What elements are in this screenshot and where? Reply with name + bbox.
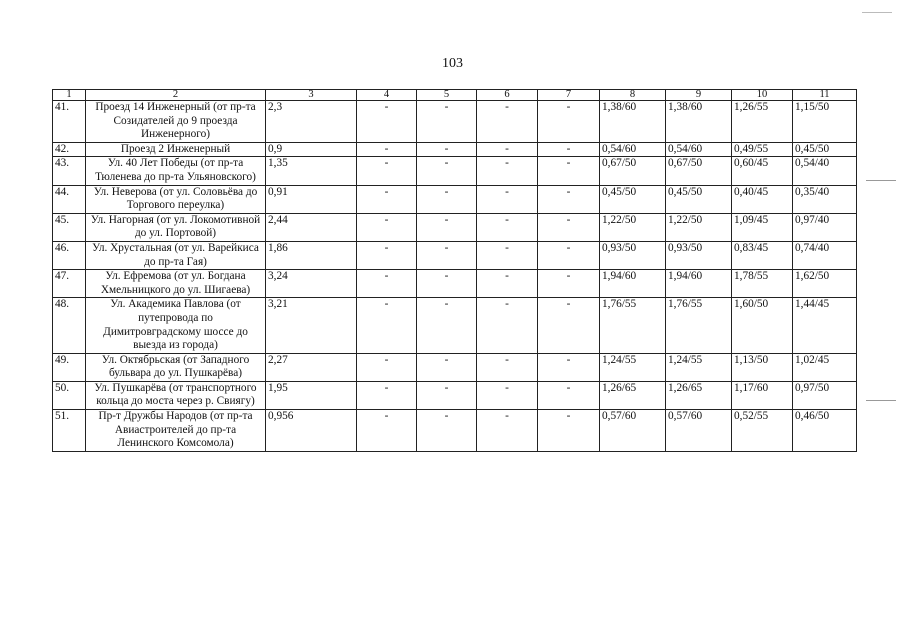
table-row (53, 270, 857, 298)
col8-cell: 0,45/50 (600, 185, 666, 213)
length-cell: 2,44 (266, 213, 357, 241)
col6-cell: - (477, 241, 538, 269)
row-number: 43. (53, 157, 86, 185)
scan-mark (866, 400, 896, 401)
col-header-8: 8 (600, 90, 666, 101)
col-header-5: 5 (417, 90, 477, 101)
col-header-3: 3 (266, 90, 357, 101)
col5-cell: - (417, 142, 477, 157)
table-row (53, 241, 857, 269)
table-row (53, 410, 857, 452)
col11-cell: 1,44/45 (793, 298, 857, 353)
street-name: Ул. Академика Павлова (от путепровода по Димитровградскому шоссе до выезда из города) (86, 298, 266, 353)
col4-cell: - (357, 185, 417, 213)
col5-cell: - (417, 157, 477, 185)
col4-cell: - (357, 381, 417, 409)
length-cell: 2,27 (266, 353, 357, 381)
col4-cell: - (357, 213, 417, 241)
col11-cell: 0,45/50 (793, 142, 857, 157)
col9-cell: 1,26/65 (666, 381, 732, 409)
col-header-1: 1 (53, 90, 86, 101)
header-row (53, 90, 857, 101)
col7-cell: - (538, 410, 600, 452)
length-cell: 0,91 (266, 185, 357, 213)
col8-cell: 0,54/60 (600, 142, 666, 157)
street-name: Ул. Неверова (от ул. Соловьёва до Торгового переулка) (86, 185, 266, 213)
table-row (53, 185, 857, 213)
col11-cell: 1,02/45 (793, 353, 857, 381)
col4-cell: - (357, 298, 417, 353)
table-row (53, 157, 857, 185)
col8-cell: 1,22/50 (600, 213, 666, 241)
col5-cell: - (417, 410, 477, 452)
col6-cell: - (477, 410, 538, 452)
col11-cell: 0,97/40 (793, 213, 857, 241)
row-number: 50. (53, 381, 86, 409)
col6-cell: - (477, 298, 538, 353)
col7-cell: - (538, 241, 600, 269)
col10-cell: 0,40/45 (732, 185, 793, 213)
row-number: 51. (53, 410, 86, 452)
scan-mark (866, 180, 896, 181)
col4-cell: - (357, 241, 417, 269)
length-cell: 2,3 (266, 101, 357, 143)
col10-cell: 1,26/55 (732, 101, 793, 143)
col5-cell: - (417, 353, 477, 381)
col11-cell: 1,62/50 (793, 270, 857, 298)
length-cell: 1,35 (266, 157, 357, 185)
table-row (53, 101, 857, 143)
table-row (53, 142, 857, 157)
col11-cell: 0,46/50 (793, 410, 857, 452)
col4-cell: - (357, 353, 417, 381)
street-name: Ул. 40 Лет Победы (от пр-та Тюленева до пр-та Ульяновского) (86, 157, 266, 185)
page-number: 103 (442, 56, 463, 71)
col4-cell: - (357, 270, 417, 298)
col8-cell: 1,26/65 (600, 381, 666, 409)
col9-cell: 0,67/50 (666, 157, 732, 185)
col-header-4: 4 (357, 90, 417, 101)
row-number: 41. (53, 101, 86, 143)
col6-cell: - (477, 142, 538, 157)
col11-cell: 0,97/50 (793, 381, 857, 409)
col8-cell: 1,94/60 (600, 270, 666, 298)
col9-cell: 1,22/50 (666, 213, 732, 241)
col4-cell: - (357, 101, 417, 143)
col-header-10: 10 (732, 90, 793, 101)
col5-cell: - (417, 213, 477, 241)
row-number: 42. (53, 142, 86, 157)
col10-cell: 1,09/45 (732, 213, 793, 241)
table-row (53, 298, 857, 353)
scan-mark (862, 12, 892, 13)
col7-cell: - (538, 353, 600, 381)
row-number: 44. (53, 185, 86, 213)
col7-cell: - (538, 142, 600, 157)
col6-cell: - (477, 353, 538, 381)
col5-cell: - (417, 381, 477, 409)
col8-cell: 0,93/50 (600, 241, 666, 269)
col4-cell: - (357, 410, 417, 452)
street-name: Ул. Октябрьская (от Западного бульвара до ул. Пушкарёва) (86, 353, 266, 381)
col6-cell: - (477, 157, 538, 185)
col11-cell: 0,35/40 (793, 185, 857, 213)
col7-cell: - (538, 298, 600, 353)
col10-cell: 0,60/45 (732, 157, 793, 185)
col4-cell: - (357, 157, 417, 185)
street-name: Ул. Ефремова (от ул. Богдана Хмельницкого до ул. Шигаева) (86, 270, 266, 298)
col8-cell: 0,67/50 (600, 157, 666, 185)
col6-cell: - (477, 101, 538, 143)
col6-cell: - (477, 270, 538, 298)
col9-cell: 1,38/60 (666, 101, 732, 143)
col11-cell: 1,15/50 (793, 101, 857, 143)
length-cell: 3,21 (266, 298, 357, 353)
col9-cell: 1,76/55 (666, 298, 732, 353)
length-cell: 1,86 (266, 241, 357, 269)
col7-cell: - (538, 213, 600, 241)
col8-cell: 1,76/55 (600, 298, 666, 353)
col9-cell: 1,24/55 (666, 353, 732, 381)
col-header-9: 9 (666, 90, 732, 101)
col10-cell: 0,83/45 (732, 241, 793, 269)
street-name: Проезд 2 Инженерный (86, 142, 266, 157)
col5-cell: - (417, 270, 477, 298)
length-cell: 3,24 (266, 270, 357, 298)
length-cell: 0,9 (266, 142, 357, 157)
col10-cell: 1,78/55 (732, 270, 793, 298)
col7-cell: - (538, 157, 600, 185)
data-table (52, 89, 857, 452)
col9-cell: 0,57/60 (666, 410, 732, 452)
col11-cell: 0,54/40 (793, 157, 857, 185)
col9-cell: 1,94/60 (666, 270, 732, 298)
col7-cell: - (538, 270, 600, 298)
col8-cell: 1,24/55 (600, 353, 666, 381)
col7-cell: - (538, 185, 600, 213)
col9-cell: 0,45/50 (666, 185, 732, 213)
col-header-6: 6 (477, 90, 538, 101)
length-cell: 0,956 (266, 410, 357, 452)
col-header-7: 7 (538, 90, 600, 101)
row-number: 45. (53, 213, 86, 241)
col5-cell: - (417, 101, 477, 143)
row-number: 46. (53, 241, 86, 269)
col10-cell: 1,13/50 (732, 353, 793, 381)
col6-cell: - (477, 185, 538, 213)
col10-cell: 0,49/55 (732, 142, 793, 157)
row-number: 48. (53, 298, 86, 353)
col5-cell: - (417, 241, 477, 269)
col-header-11: 11 (793, 90, 857, 101)
street-name: Ул. Хрустальная (от ул. Варейкиса до пр-та Гая) (86, 241, 266, 269)
row-number: 47. (53, 270, 86, 298)
col5-cell: - (417, 185, 477, 213)
col9-cell: 0,54/60 (666, 142, 732, 157)
col11-cell: 0,74/40 (793, 241, 857, 269)
col10-cell: 1,60/50 (732, 298, 793, 353)
street-name: Ул. Пушкарёва (от транспортного кольца до моста через р. Свиягу) (86, 381, 266, 409)
street-name: Проезд 14 Инженерный (от пр-та Созидателей до 9 проезда Инженерного) (86, 101, 266, 143)
street-name: Ул. Нагорная (от ул. Локомотивной до ул. Портовой) (86, 213, 266, 241)
col7-cell: - (538, 101, 600, 143)
col8-cell: 0,57/60 (600, 410, 666, 452)
street-name: Пр-т Дружбы Народов (от пр-та Авиастроителей до пр-та Ленинского Комсомола) (86, 410, 266, 452)
col10-cell: 1,17/60 (732, 381, 793, 409)
table-row (53, 353, 857, 381)
col4-cell: - (357, 142, 417, 157)
length-cell: 1,95 (266, 381, 357, 409)
col-header-2: 2 (86, 90, 266, 101)
col7-cell: - (538, 381, 600, 409)
row-number: 49. (53, 353, 86, 381)
col8-cell: 1,38/60 (600, 101, 666, 143)
col6-cell: - (477, 381, 538, 409)
col10-cell: 0,52/55 (732, 410, 793, 452)
table-row (53, 381, 857, 409)
col5-cell: - (417, 298, 477, 353)
table-row (53, 213, 857, 241)
col9-cell: 0,93/50 (666, 241, 732, 269)
col6-cell: - (477, 213, 538, 241)
